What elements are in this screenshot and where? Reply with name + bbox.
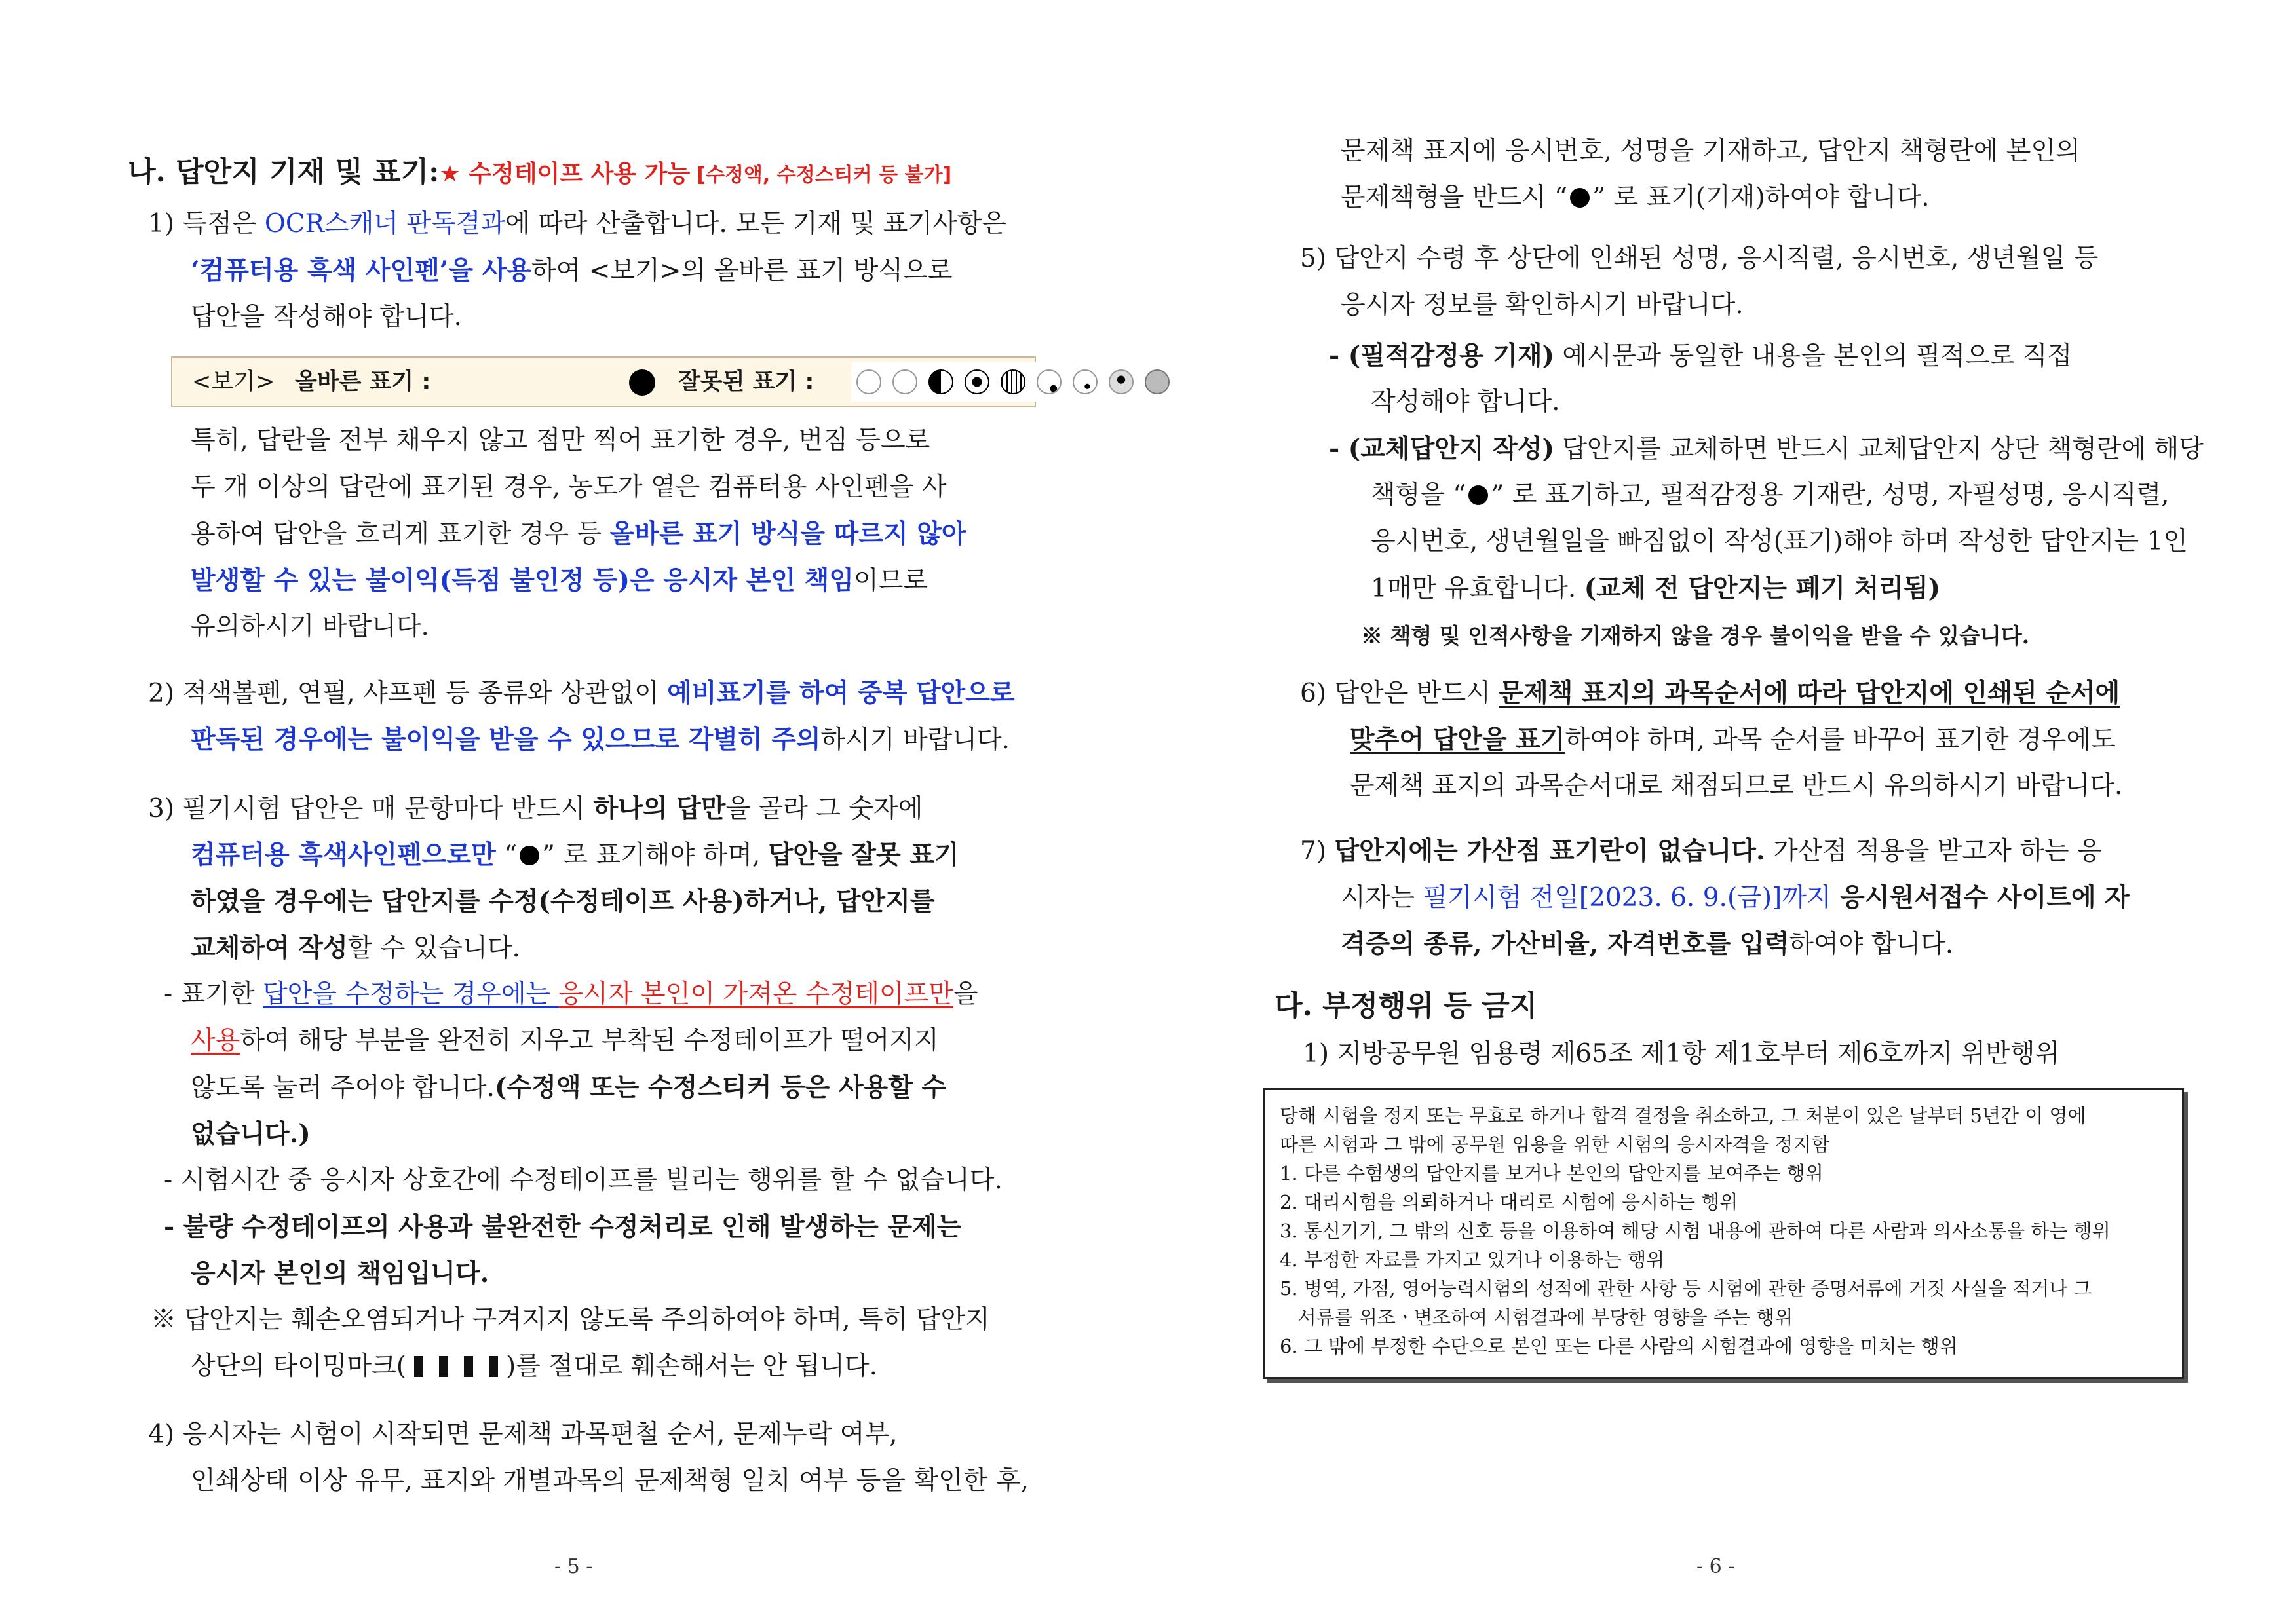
- section-heading-na: [128, 155, 951, 193]
- dash1-line3: 않도록 눌러 주어야 합니다.(수정액 또는 수정스티커 등은 사용할 수: [191, 1072, 947, 1103]
- item1-line2: ‘컴퓨터용 흑색 사인펜’을 사용하여 <보기>의 올바른 표기 방식으로: [191, 255, 953, 286]
- page-number-left: - 5 -: [554, 1555, 593, 1578]
- rule-box-line: 1. 다른 수험생의 답안지를 보거나 본인의 답안지를 보여주는 행위: [1280, 1162, 1824, 1184]
- good-mark-label: 올바른 표기 :: [295, 369, 431, 395]
- dash-a-line1: - (필적감정용 기재) 예시문과 동일한 내용을 본인의 필적으로 직접: [1329, 341, 2073, 371]
- partial-fill-icon: [1109, 369, 1134, 394]
- item3-line4: 교체하여 작성할 수 있습니다.: [191, 933, 520, 963]
- para1-line2: 두 개 이상의 답란에 표기된 경우, 농도가 옅은 컴퓨터용 사인펜을 사: [191, 472, 947, 502]
- item4-line1: 4) 응시자는 시험이 시작되면 문제책 과목편철 순서, 문제누락 여부,: [148, 1420, 898, 1449]
- timing-mark-icon: [464, 1356, 473, 1377]
- bad-marks-strip: [851, 362, 1204, 402]
- heading-title: 나. 답안지 기재 및 표기:: [128, 155, 440, 189]
- filled-circle-icon: [629, 369, 655, 396]
- numbered-circle-icon: [1145, 369, 1170, 394]
- small-dot-icon: [1037, 369, 1062, 394]
- item5-line2: 응시자 정보를 확인하시기 바랍니다.: [1341, 290, 1744, 320]
- dash-b-line3: 응시번호, 생년월일을 빠짐없이 작성(표기)해야 하며 작성한 답안지는 1인: [1371, 527, 2188, 556]
- dash-a-line2: 작성해야 합니다.: [1371, 387, 1560, 417]
- item6-line1: 6) 답안은 반드시 문제책 표지의 과목순서에 따라 답안지에 인쇄된 순서에: [1300, 678, 2120, 708]
- rule-box-line: 2. 대리시험을 의뢰하거나 대리로 시험에 응시하는 행위: [1280, 1191, 1738, 1213]
- item2-line2: 판독된 경우에는 불이익을 받을 수 있으므로 각별히 주의하시기 바랍니다.: [191, 725, 1010, 755]
- filled-circle-icon: [1468, 485, 1488, 505]
- dash1-line1: - 표기한 답안을 수정하는 경우에는 응시자 본인이 가져온 수정테이프만을: [164, 979, 978, 1009]
- item5-line1: 5) 답안지 수령 후 상단에 인쇄된 성명, 응시직렬, 응시번호, 생년월일 등: [1300, 244, 2099, 273]
- rule-box-line: 3. 통신기기, 그 밖의 신호 등을 이용하여 해당 시험 내용에 관하여 다른 사람과 의사소통을 하는 행위: [1280, 1220, 2111, 1242]
- heading-bracket-note: [수정액, 수정스티커 등 불가]: [697, 164, 952, 187]
- item7-line2: 시자는 필기시험 전일[2023. 6. 9.(금)]까지 응시원서접수 사이트에 자: [1341, 882, 2130, 913]
- rule-box-line: 4. 부정한 자료를 가지고 있거나 이용하는 행위: [1280, 1249, 1665, 1271]
- small-dot-icon-2: [1073, 369, 1098, 394]
- half-filled-icon: [928, 369, 953, 394]
- item1-line3: 답안을 작성해야 합니다.: [191, 302, 462, 331]
- section-heading-da: 다. 부정행위 등 금지: [1274, 989, 1538, 1023]
- para1-line1: 특히, 답란을 전부 채우지 않고 점만 찍어 표기한 경우, 번짐 등으로: [191, 426, 930, 455]
- rule-box-line: 당해 시험을 정지 또는 무효로 하거나 합격 결정을 취소하고, 그 처분이 있은 날부터 5년간 이 영에: [1280, 1105, 2086, 1127]
- cross-mark-icon: [892, 369, 917, 394]
- filled-circle-icon: [520, 846, 539, 865]
- striped-circle-icon: [1001, 369, 1025, 394]
- timing-mark-icon: [414, 1356, 423, 1377]
- para1-line4: 발생할 수 있는 불이익(득점 불인정 등)은 응시자 본인 책임이므로: [191, 565, 928, 595]
- check-mark-icon: [856, 369, 881, 394]
- example-box: [171, 356, 1036, 407]
- heading-star-note: ★ 수정테이프 사용 가능: [439, 161, 691, 187]
- rule-box-line: 5. 병역, 가점, 영어능력시험의 성적에 관한 사항 등 시험에 관한 증명서류에 거짓 사실을 적거나 그: [1280, 1277, 2092, 1300]
- item-d1-line: 1) 지방공무원 임용령 제65조 제1항 제1호부터 제6호까지 위반행위: [1303, 1039, 2060, 1068]
- dash-b-line1: - (교체답안지 작성) 답안지를 교체하면 반드시 교체답안지 상단 책형란에 해당: [1329, 434, 2204, 464]
- para1-line3: 용하여 답안을 흐리게 표기한 경우 등 올바른 표기 방식을 따르지 않아: [191, 519, 966, 549]
- page-number-right: - 6 -: [1696, 1555, 1735, 1578]
- dash1-line2: 사용하여 해당 부분을 완전히 지우고 부착된 수정테이프가 떨어지지: [191, 1026, 939, 1055]
- dash3-line1: - 불량 수정테이프의 사용과 불완전한 수정처리로 인해 발생하는 문제는: [164, 1212, 962, 1242]
- rule-box-line: 6. 그 밖에 부정한 수단으로 본인 또는 다른 사람의 시험결과에 영향을 미치는 행위: [1280, 1335, 1958, 1357]
- item4-line2: 인쇄상태 이상 유무, 표지와 개별과목의 문제책형 일치 여부 등을 확인한 후,: [191, 1466, 1029, 1496]
- dot-circle-icon: [965, 369, 989, 394]
- cont-line2: 문제책형을 반드시 “ ” 로 표기(기재)하여야 합니다.: [1341, 183, 1930, 212]
- ref-note-line2: 상단의 타이밍마크( )를 절대로 훼손해서는 안 됩니다.: [191, 1351, 877, 1381]
- rule-box-line: 따른 시험과 그 밖에 공무원 임용을 위한 시험의 응시자격을 정지함: [1280, 1133, 1830, 1156]
- item3-line3: 하였을 경우에는 답안지를 수정(수정테이프 사용)하거나, 답안지를: [191, 886, 935, 916]
- note-small: ※ 책형 및 인적사항을 기재하지 않을 경우 불이익을 받을 수 있습니다.: [1361, 623, 2030, 649]
- item2-line1: 2) 적색볼펜, 연필, 샤프펜 등 종류와 상관없이 예비표기를 하여 중복 답안으로: [148, 678, 1015, 708]
- prohibited-acts-box: [1263, 1088, 2184, 1379]
- dash2-line: - 시험시간 중 응시자 상호간에 수정테이프를 빌리는 행위를 할 수 없습니다.: [164, 1165, 1003, 1195]
- timing-mark-icon: [489, 1356, 498, 1377]
- dash3-line2: 응시자 본인의 책임입니다.: [191, 1258, 489, 1289]
- item3-line1: 3) 필기시험 답안은 매 문항마다 반드시 하나의 답만을 골라 그 숫자에: [148, 793, 923, 823]
- cont-line1: 문제책 표지에 응시번호, 성명을 기재하고, 답안지 책형란에 본인의: [1341, 136, 2080, 166]
- item6-line3: 문제책 표지의 과목순서대로 채점되므로 반드시 유의하시기 바랍니다.: [1350, 771, 2123, 801]
- item3-line2: 컴퓨터용 흑색사인펜으로만 “ ” 로 표기해야 하며, 답안을 잘못 표기: [191, 840, 959, 870]
- dash1-line4: 없습니다.): [191, 1119, 311, 1149]
- dash-b-line2: 책형을 “ ” 로 표기하고, 필적감정용 기재란, 성명, 자필성명, 응시직렬,: [1371, 480, 2170, 510]
- bad-mark-label: 잘못된 표기 :: [678, 369, 814, 395]
- filled-circle-icon: [1570, 188, 1590, 208]
- rule-box-line: 서류를 위조ㆍ변조하여 시험결과에 부당한 영향을 주는 행위: [1280, 1306, 1793, 1329]
- dash-b-line4: 1매만 유효합니다. (교체 전 답안지는 폐기 처리됨): [1371, 573, 1941, 603]
- item6-line2: 맞추어 답안을 표기하여야 하며, 과목 순서를 바꾸어 표기한 경우에도: [1350, 725, 2116, 755]
- item1-line1: 1) 득점은 OCR스캐너 판독결과에 따라 산출합니다. 모든 기재 및 표기사항은: [148, 209, 1007, 238]
- item7-line3: 격증의 종류, 가산비율, 자격번호를 입력하여야 합니다.: [1341, 929, 1954, 959]
- timing-mark-icon: [439, 1356, 448, 1377]
- item7-line1: 7) 답안지에는 가산점 표기란이 없습니다. 가산점 적용을 받고자 하는 응: [1300, 836, 2102, 866]
- example-label: <보기>: [192, 369, 275, 395]
- para1-line5: 유의하시기 바랍니다.: [191, 612, 429, 641]
- ref-note-line1: ※ 답안지는 훼손오염되거나 구겨지지 않도록 주의하여야 하며, 특히 답안지: [151, 1305, 990, 1334]
